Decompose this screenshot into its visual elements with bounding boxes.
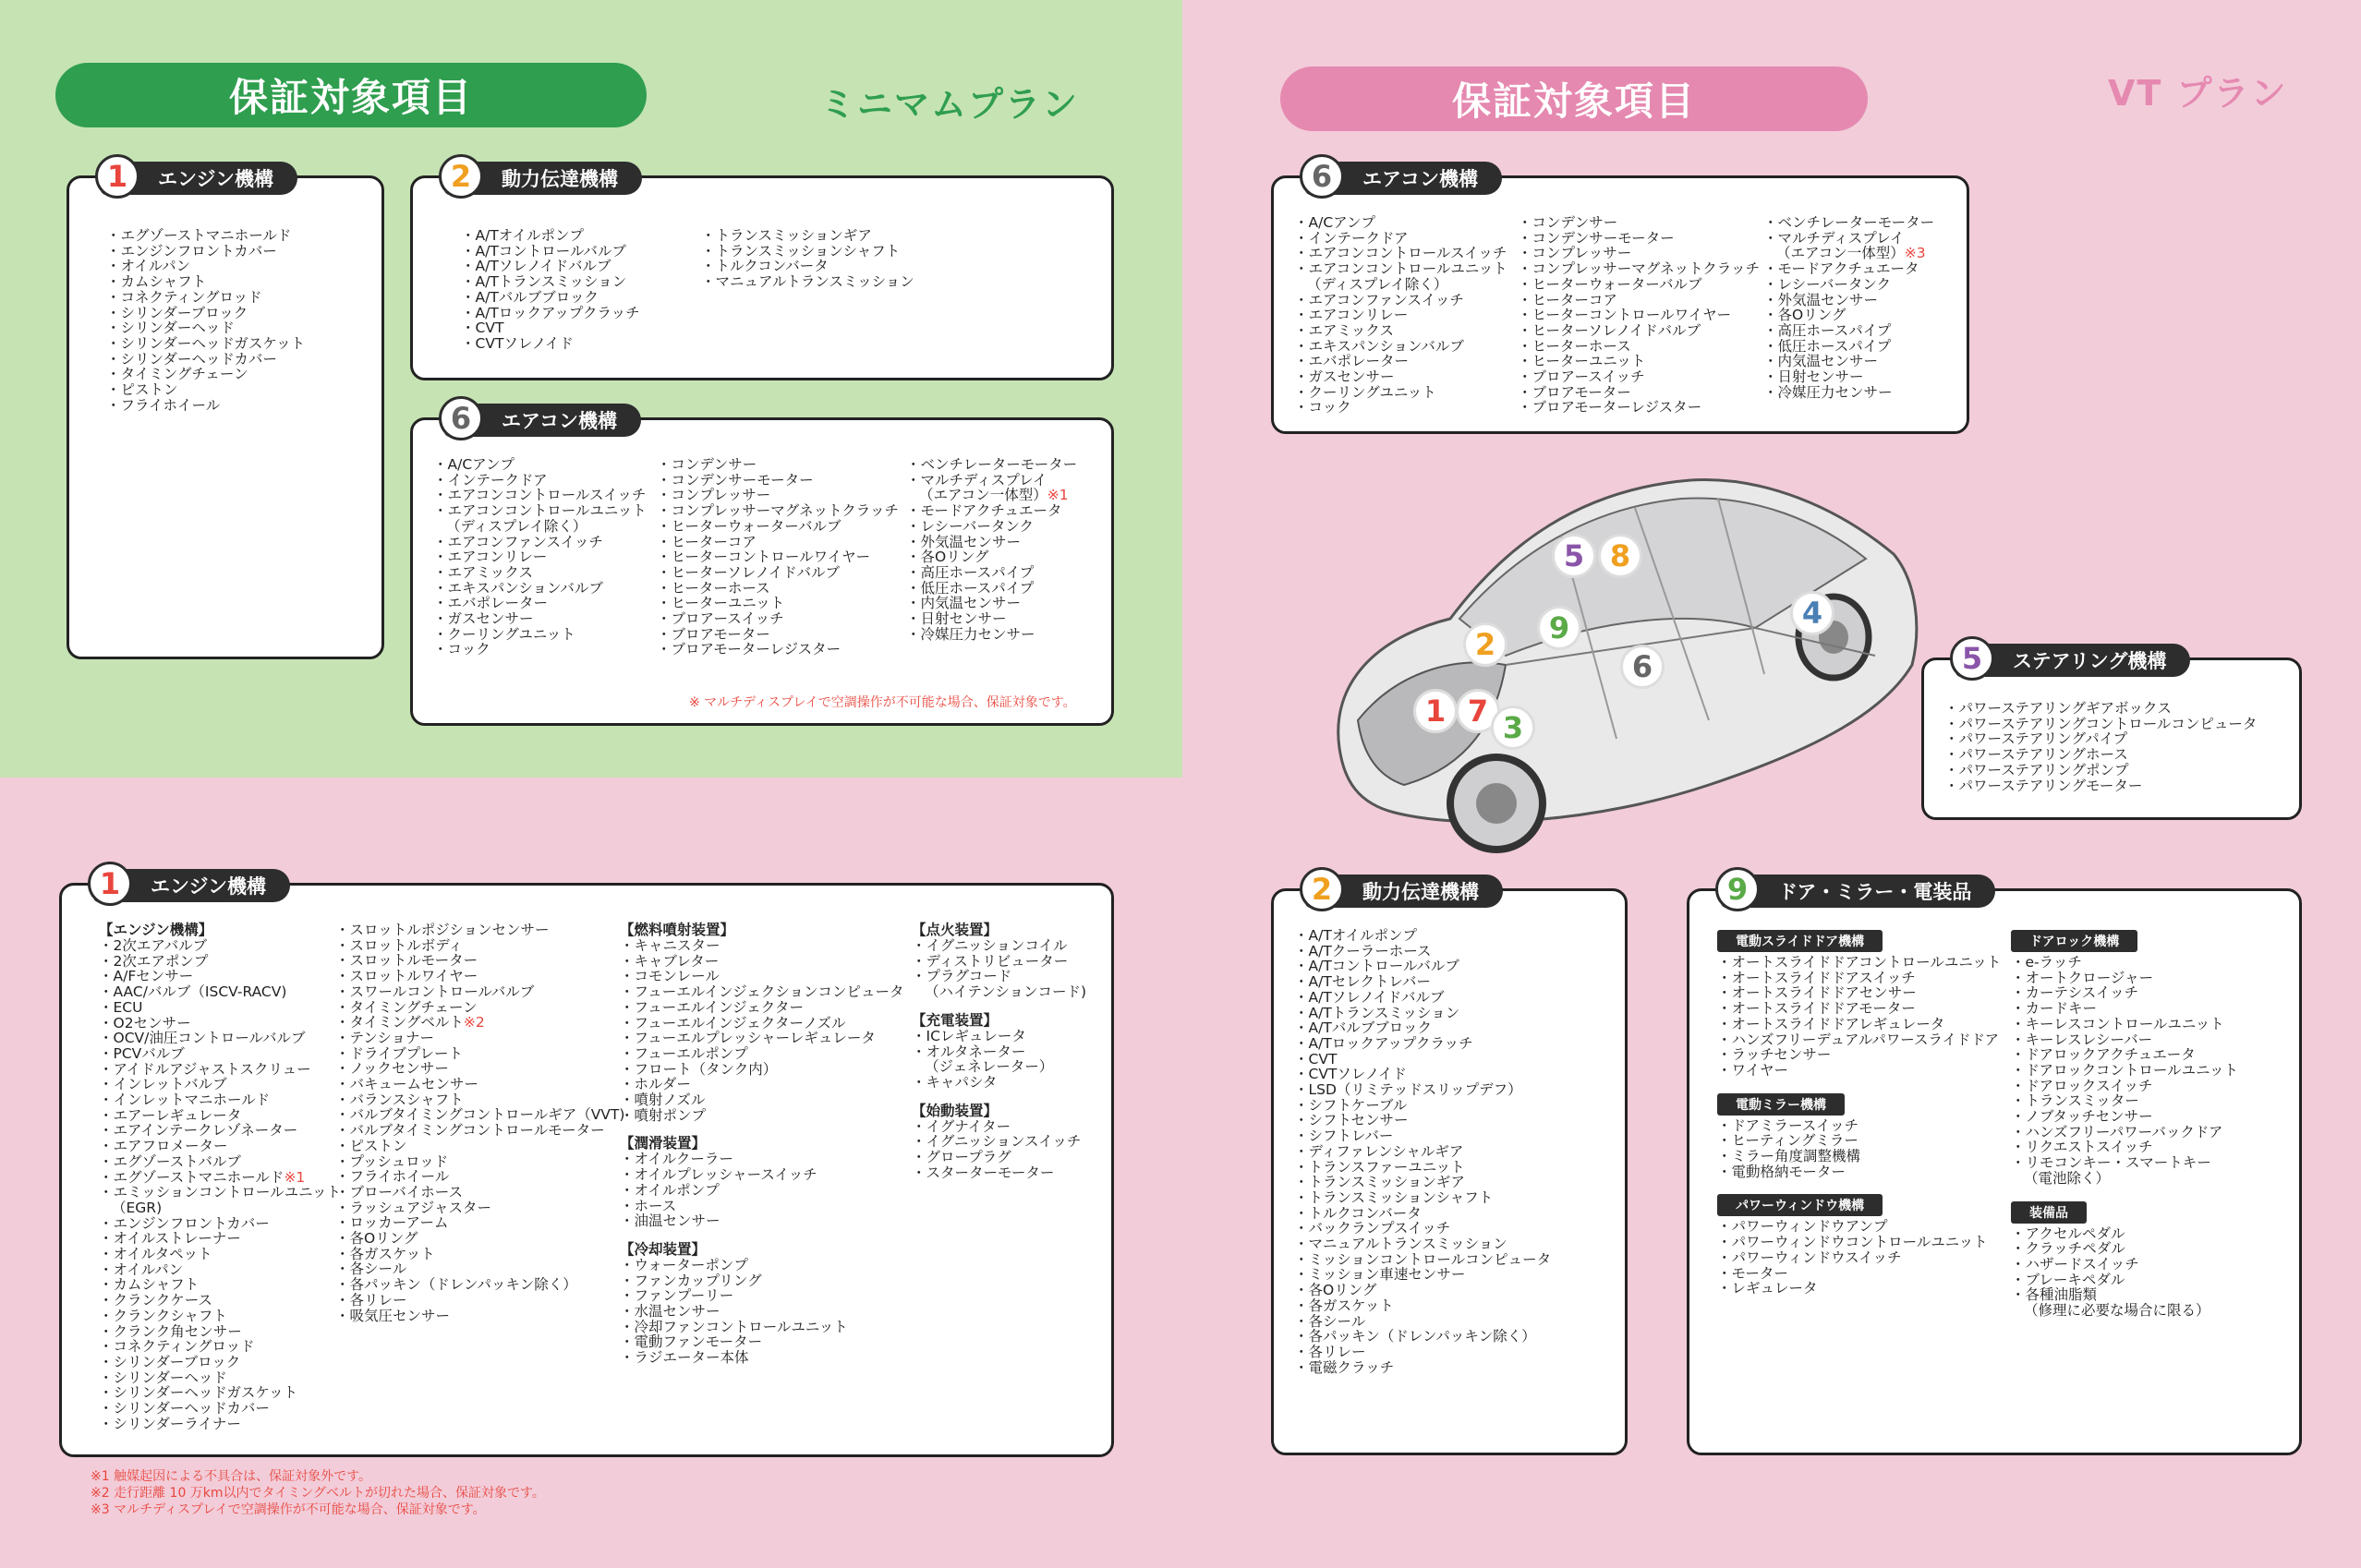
engine-col3 <box>620 923 903 1366</box>
list-item: ・ カードキー <box>2011 1001 2238 1017</box>
list-item: ・ パワーウィンドウスイッチ <box>1717 1250 2001 1266</box>
car-badge-engine: 1 <box>1413 689 1458 733</box>
right-aircon-box <box>1271 159 1969 434</box>
list-item: ・ プラグコード <box>912 969 1086 984</box>
group-list <box>912 1119 1086 1181</box>
engine-col1: 【エンジン機構】 ・ 2次エアバルブ ・ 2次エアポンプ ・ A/Fセンサー ・ AAC/バルブ（ISCV-RACV) ・ ECU ・ O2センサー ・ OCV/油圧コントロールバルブ ・ PCVバルブ ・ アイドルアジャストスクリュー ・ インレットバルブ ・ インレットマニホールド ・ エアーレギュレータ ・ エアインテークレゾネーター ・ エアフロメーター ・ エグゾーストバルブ ・ エグゾーストマニホールド※1 ・ エミッションコントロールユニット （EGR) ・ エンジンフロントカバー ・ オイルストレーナー ・ オイルタペット ・ オイルパン ・ カムシャフト ・ クランクケース ・ クランクシャフト ・ クランク角センサー ・ コネクティングロッド ・ シリンダーブロック ・ シリンダーヘッド ・ シリンダーヘッドガスケット ・ シリンダーヘッドカバー ・ シリンダーライナー <box>99 923 341 1432</box>
right-steering-box <box>1921 641 2302 820</box>
car-badge-electrical: 9 <box>1537 606 1581 650</box>
list-item: ・ ブロアモーターレジスター <box>657 642 899 657</box>
list-item: ・ シリンダーヘッドカバー <box>106 352 305 368</box>
door-mirror-left-groups <box>1717 930 2001 1297</box>
list-item: ・ シフトケーブル <box>1294 1098 1551 1114</box>
list-item: （ジェネレーター） <box>925 1058 1054 1076</box>
list-item: ・ フライホイール <box>106 398 305 414</box>
list-item: ・ カムシャフト <box>106 274 305 290</box>
list-item: ・ フューエルポンプ <box>620 1046 903 1062</box>
door-mirror-right-groups <box>2011 930 2238 1319</box>
list-item: ・ オートスライドドアセンサー <box>1717 985 2001 1001</box>
group-heading: 【潤滑装置】 <box>620 1135 707 1152</box>
list-item: ・ スターターモーター <box>912 1165 1086 1181</box>
list-item: ・ シフトセンサー <box>1294 1113 1551 1128</box>
car-drawing <box>1321 443 1921 868</box>
list-item: ・ アクセルペダル <box>2011 1226 2238 1242</box>
section-number-badge: 5 <box>1950 636 1994 681</box>
list-item: ・ LSD（リミテッドスリップデフ） <box>1294 1082 1551 1098</box>
right-header-title: 保証対象項目 <box>1280 66 1868 131</box>
group-heading: ドアロック機構 <box>2011 930 2137 952</box>
list-item: ・ リクエストスイッチ <box>2011 1140 2238 1155</box>
car-badge-aircon: 6 <box>1620 645 1665 689</box>
list-item: ・ エグゾーストマニホールド <box>106 228 305 244</box>
list-item: ・ 油温センサー <box>620 1213 903 1229</box>
list-item: ・ パワーウィンドウコントロールユニット <box>1717 1235 2001 1250</box>
list-item: ・ オートスライドドアスイッチ <box>1717 971 2001 986</box>
right-door-mirror-box <box>1687 872 2302 1455</box>
group-heading: 電動ミラー機構 <box>1717 1093 1845 1116</box>
list-item: ・ オイルクーラー <box>620 1152 903 1167</box>
list-item: ・ A/Tクーラーホース <box>1294 944 1551 959</box>
list-item: ・ キーレスレシーバー <box>2011 1032 2238 1048</box>
list-item: ・ ドアロックスイッチ <box>2011 1079 2238 1094</box>
section-title: エンジン機構 <box>158 168 273 190</box>
list-item: ・ コネクティングロッド <box>106 290 305 306</box>
list-item: ・ トランスミッター <box>2011 1093 2238 1109</box>
list-item: ・ オイルプレッシャースイッチ <box>620 1167 903 1183</box>
list-item: ・ パワーステアリングホース <box>1944 747 2257 763</box>
list-item: ・ 各種油脂類 <box>2011 1287 2238 1303</box>
list-item: ・ モーター <box>1717 1266 2001 1282</box>
list-item: ・ マニュアルトランスミッション <box>1294 1236 1551 1252</box>
list-item: ・ フューエルインジェクションコンピュータ <box>620 984 903 1000</box>
aircon-list-col2 <box>657 457 899 657</box>
list-item: ・ CVTソレノイド <box>1294 1067 1551 1082</box>
list-item: ・ A/Tトランスミッション <box>1294 1006 1551 1021</box>
group-heading: 【充電装置】 <box>912 1011 999 1029</box>
list-item: ・ コンデンサー <box>1518 215 1760 231</box>
list-item: ・ 噴射ノズル <box>620 1092 903 1108</box>
engine-col4 <box>912 923 1086 1180</box>
list-item: ・ コンプレッサー <box>657 488 899 503</box>
list-item: ・ タイミングチェーン <box>106 367 305 382</box>
section-title: エンジン機構 <box>151 875 266 898</box>
list-item: ・ グロープラグ <box>912 1150 1086 1165</box>
group-heading: 【燃料噴射装置】 <box>620 922 735 938</box>
list-item: ・ ヒーターユニット <box>657 596 899 611</box>
right-plan-name: VT プラン <box>2108 73 2288 114</box>
list-item: ・ ヒーターホース <box>1518 339 1760 355</box>
list-item: ・ コンプレッサーマグネットクラッチ <box>657 503 899 519</box>
list-item: ・ イグニッションコイル <box>912 938 1086 954</box>
list-item: ・ シリンダーヘッド <box>106 320 305 336</box>
list-item: ・ パワーステアリングポンプ <box>1944 763 2257 778</box>
list-item: ・ オートスライドドアコントロールユニット <box>1717 955 2001 971</box>
list-item: ・ CVT <box>1294 1052 1551 1067</box>
list-item: （ハイテンションコード) <box>925 983 1087 1001</box>
steering-item-list <box>1944 701 2257 793</box>
list-item: ・ シリンダーブロック <box>106 306 305 321</box>
list-item: ・ ノブタッチセンサー <box>2011 1109 2238 1125</box>
aircon-list-col1: ・ A/Cアンプ ・ インテークドア ・ エアコンコントロールスイッチ ・ エアコンコントロールユニット （ディスプレイ除く） ・ エアコンファンスイッチ ・ エアコンリレー ・ エアミックス ・ エキスパンションバルブ ・ エバポレーター ・ ガスセンサー ・ クーリングユニット ・ コック <box>1294 215 1507 416</box>
list-item: ・ A/Tコントロールバルブ <box>1294 959 1551 974</box>
list-item: ・ カーテシスイッチ <box>2011 985 2238 1001</box>
list-item: ・ クラッチペダル <box>2011 1241 2238 1257</box>
list-item: ・ ミラー角度調整機構 <box>1717 1149 2001 1164</box>
list-item: ・ トランスミッションシャフト <box>701 244 914 259</box>
list-item: ・ シフトレバー <box>1294 1128 1551 1144</box>
left-transmission-box <box>410 159 1114 380</box>
transmission-list-col2 <box>701 228 914 290</box>
section-title: ドア・ミラー・電装品 <box>1778 881 1972 903</box>
section-number-badge: 6 <box>439 396 483 440</box>
section-number-badge: 1 <box>88 862 132 906</box>
list-item: ・ ブロアモーター <box>657 627 899 643</box>
list-item: ・ キーレスコントロールユニット <box>2011 1017 2238 1032</box>
section-number-badge: 9 <box>1715 867 1760 911</box>
list-item: ・ ブレーキペダル <box>2011 1272 2238 1288</box>
section-title: 動力伝達機構 <box>502 168 618 190</box>
list-item: ・ ウォーターポンプ <box>620 1258 903 1273</box>
list-item: ・ ブロアモーター <box>1518 385 1760 401</box>
group-list <box>1717 1118 2001 1180</box>
engine-section-tag <box>101 159 297 195</box>
list-item: ・ 水温センサー <box>620 1304 903 1320</box>
list-item: ・ トランスミッションギア <box>701 228 914 244</box>
section-title: ステアリング機構 <box>2013 650 2167 672</box>
list-item: ・ トルクコンバータ <box>701 259 914 274</box>
list-item: ・ パワーステアリングパイプ <box>1944 731 2257 747</box>
footnote-1: ※1 触媒起因による不具合は、保証対象外です。 <box>91 1469 371 1484</box>
group-list <box>912 938 1086 1000</box>
list-item: ・ 各パッキン（ドレンパッキン除く） <box>1294 1329 1551 1345</box>
list-item: ・ オイルポンプ <box>620 1183 903 1199</box>
list-item: ・ ミッション車速センサー <box>1294 1267 1551 1283</box>
list-item: ・ パワーステアリングモーター <box>1944 778 2257 794</box>
list-item: ・ バックランプスイッチ <box>1294 1221 1551 1236</box>
aircon-list-col3: ・ ベンチレーターモーター ・ マルチディスプレイ （エアコン一体型）※3 ・ モードアクチュエータ ・ レシーバータンク ・ 外気温センサー ・ 各Oリング ・ 高圧ホースパイプ ・ 低圧ホースパイプ ・ 内気温センサー ・ 日射センサー ・ 冷媒圧力センサー <box>1763 215 1934 400</box>
list-item: ・ A/Tコントロールバルブ <box>461 244 640 259</box>
group-heading: 【点火装置】 <box>912 922 999 938</box>
list-item: ・ コンプレッサー <box>1518 246 1760 261</box>
list-item: ・ ワイヤー <box>1717 1063 2001 1079</box>
group-list <box>620 1152 903 1229</box>
list-item: ・ A/Tロックアップクラッチ <box>1294 1036 1551 1052</box>
list-item: ・ 各リレー <box>1294 1345 1551 1360</box>
aircon-list-col3: ・ ベンチレーターモーター ・ マルチディスプレイ （エアコン一体型）※1 ・ モードアクチュエータ ・ レシーバータンク ・ 外気温センサー ・ 各Oリング ・ 高圧ホースパイプ ・ 低圧ホースパイプ ・ 内気温センサー ・ 日射センサー ・ 冷媒圧力センサー <box>906 457 1077 642</box>
list-item: ・ ドアロックコントロールユニット <box>2011 1063 2238 1079</box>
engine-item-list <box>106 228 305 413</box>
group-heading: パワーウィンドウ機構 <box>1717 1194 1883 1216</box>
aircon-footnote: ※ マルチディスプレイで空調操作が不可能な場合、保証対象です。 <box>689 695 1076 710</box>
right-transmission-box <box>1271 872 1628 1455</box>
engine-section-tag <box>93 866 290 902</box>
section-title: エアコン機構 <box>502 410 617 432</box>
list-item: ・ 各シール <box>1294 1314 1551 1330</box>
group-list <box>2011 955 2238 1187</box>
aircon-section-tag <box>1305 159 1502 195</box>
transmission-list-col1 <box>461 228 640 352</box>
list-item: ・ ヒーターユニット <box>1518 354 1760 369</box>
aircon-list-col1: ・ A/Cアンプ ・ インテークドア ・ エアコンコントロールスイッチ ・ エアコンコントロールユニット （ディスプレイ除く） ・ エアコンファンスイッチ ・ エアコンリレー ・ エアミックス ・ エキスパンションバルブ ・ エバポレーター ・ ガスセンサー ・ クーリングユニット ・ コック <box>433 457 647 657</box>
section-title: エアコン機構 <box>1362 168 1478 190</box>
transmission-section-tag <box>1305 874 1503 908</box>
list-item: ・ トランスミッションシャフト <box>1294 1190 1551 1206</box>
engine-col1-list: ・ 2次エアバルブ ・ 2次エアポンプ ・ A/Fセンサー ・ AAC/バルブ（ISCV-RACV) ・ ECU ・ O2センサー ・ OCV/油圧コントロールバルブ ・ PCVバルブ ・ アイドルアジャストスクリュー ・ インレットバルブ ・ インレットマニホールド ・ エアーレギュレータ ・ エアインテークレゾネーター ・ エアフロメーター ・ エグゾーストバルブ ・ エグゾーストマニホールド※1 ・ エミッションコントロールユニット （EGR) ・ エンジンフロントカバー ・ オイルストレーナー ・ オイルタペット ・ オイルパン ・ カムシャフト ・ クランクケース ・ クランクシャフト ・ クランク角センサー ・ コネクティングロッド ・ シリンダーブロック ・ シリンダーヘッド ・ シリンダーヘッドガスケット ・ シリンダーヘッドカバー ・ シリンダーライナー <box>99 938 341 1432</box>
list-item: ・ 各ガスケット <box>1294 1298 1551 1314</box>
section-title: 動力伝達機構 <box>1362 881 1479 903</box>
list-item: ・ A/Tソレノイドバルブ <box>1294 990 1551 1006</box>
bottom-engine-box <box>59 866 1114 1457</box>
list-item: ・ オートクロージャー <box>2011 971 2238 986</box>
car-badge-steering: 5 <box>1552 534 1596 578</box>
list-item: ・ ドアロックアクチュエータ <box>2011 1047 2238 1063</box>
list-item: ・ トランスミッションギア <box>1294 1175 1551 1190</box>
aircon-list-col2 <box>1518 215 1760 416</box>
list-item: ・ 電動ファンモーター <box>620 1334 903 1350</box>
list-item: ・ ホルダー <box>620 1077 903 1092</box>
left-engine-box <box>67 159 384 659</box>
car-badge-transmission: 2 <box>1463 622 1507 667</box>
list-item: ・ ブロアースイッチ <box>657 611 899 627</box>
list-item: ・ ヒーターコントロールワイヤー <box>1518 308 1760 323</box>
section-number-badge: 2 <box>1300 867 1344 911</box>
group-list <box>620 938 903 1123</box>
car-badge-3: 3 <box>1491 706 1535 750</box>
left-aircon-box <box>410 401 1114 726</box>
list-item: ・ キャブレター <box>620 954 903 970</box>
list-item: ・ エンジンフロントカバー <box>106 244 305 259</box>
car-badge-7: 7 <box>1456 689 1500 733</box>
aircon-section-tag <box>444 401 641 437</box>
list-item: ・ A/Tオイルポンプ <box>461 228 640 244</box>
list-item: ・ フューエルインジェクターノズル <box>620 1016 903 1031</box>
list-item: ・ A/Tバルブブロック <box>461 290 640 306</box>
list-item: ・ A/Tトランスミッション <box>461 274 640 290</box>
list-item: ・ ハザードスイッチ <box>2011 1257 2238 1272</box>
list-item: ・ ヒーターソレノイドバルブ <box>1518 323 1760 339</box>
list-item: ・ イグナイター <box>912 1119 1086 1135</box>
list-item: ・ 各Oリング <box>1294 1283 1551 1298</box>
list-item: （電池除く） <box>2024 1169 2111 1187</box>
list-item: ・ トランスファーユニット <box>1294 1160 1551 1176</box>
list-item: ・ キャパシタ <box>912 1075 1086 1091</box>
list-item: ・ パワーステアリングギアボックス <box>1944 701 2257 717</box>
car-badge-8: 8 <box>1598 534 1642 578</box>
list-item: ・ ヒーターコントロールワイヤー <box>657 549 899 565</box>
section-number-badge: 1 <box>95 154 139 199</box>
list-item: ・ ディストリビューター <box>912 954 1086 970</box>
list-item: ・ オートスライドドアモーター <box>1717 1001 2001 1017</box>
group-heading: 電動スライドドア機構 <box>1717 930 1883 952</box>
list-item: ・ A/Tセレクトレバー <box>1294 974 1551 990</box>
list-item: ・ 噴射ポンプ <box>620 1108 903 1124</box>
left-header-title: 保証対象項目 <box>55 63 647 127</box>
footnote-3: ※3 マルチディスプレイで空調操作が不可能な場合、保証対象です。 <box>91 1502 486 1517</box>
engine-col2-list: ・ スロットルポジションセンサー ・ スロットルボディ ・ スロットルモーター ・ スロットルワイヤー ・ スワールコントロールバルブ ・ タイミングチェーン ・ タイミングベルト※2 ・ テンショナー ・ ドライブプレート ・ ノックセンサー ・ バキュームセンサー ・ バランスシャフト ・ バルブタイミングコントロールギア（VVT) ・ バルブタイミングコントロールモーター ・ ピストン ・ プッシュロッド ・ フライホイール ・ ブローバイホース ・ ラッシュアジャスター ・ ロッカーアーム ・ 各Oリング ・ 各ガスケット ・ 各シール ・ 各パッキン（ドレンパッキン除く） ・ 各リレー ・ 吸気圧センサー <box>335 923 624 1323</box>
list-item: ・ マニュアルトランスミッション <box>701 274 914 290</box>
list-item: ・ コンデンサーモーター <box>1518 231 1760 247</box>
list-item: ・ ヒーターウォーターバルブ <box>1518 277 1760 293</box>
list-item: ・ オイルパン <box>106 259 305 274</box>
list-item: ・ ブロアースイッチ <box>1518 369 1760 385</box>
list-item: ・ 電磁クラッチ <box>1294 1360 1551 1376</box>
list-item: ・ ラッチセンサー <box>1717 1047 2001 1063</box>
group-list <box>912 1029 1086 1091</box>
left-plan-name: ミニマムプラン <box>820 84 1080 125</box>
list-item: ・ ファンプーリー <box>620 1288 903 1304</box>
group-heading: 装備品 <box>2011 1201 2087 1224</box>
list-item: ・ パワーウィンドウアンプ <box>1717 1219 2001 1235</box>
group-list <box>1717 955 2001 1079</box>
list-item: ・ ラジエーター本体 <box>620 1350 903 1366</box>
list-item: ・ フューエルプレッシャーレギュレータ <box>620 1031 903 1046</box>
list-item: ・ ヒーターソレノイドバルブ <box>657 565 899 581</box>
list-item: ・ ICレギュレータ <box>912 1029 1086 1044</box>
list-item: ・ 電動格納モーター <box>1717 1164 2001 1180</box>
list-item: ・ ハンズフリーパワーバックドア <box>2011 1125 2238 1140</box>
transmission-section-tag <box>444 159 642 195</box>
list-item: ・ A/Tバルブブロック <box>1294 1020 1551 1036</box>
section-number-badge: 6 <box>1300 154 1344 199</box>
list-item: ・ ハンズフリーデュアルパワースライドドア <box>1717 1032 2001 1048</box>
list-item: ・ リモコンキー・スマートキー <box>2011 1155 2238 1171</box>
list-item: ・ イグニッションスイッチ <box>912 1134 1086 1150</box>
list-item: ・ A/Tソレノイドバルブ <box>461 259 640 274</box>
list-item: ・ ミッションコントロールコンピュータ <box>1294 1252 1551 1268</box>
list-item: ・ レギュレータ <box>1717 1281 2001 1297</box>
list-item: ・ キャニスター <box>620 938 903 954</box>
list-item: ・ オルタネーター <box>912 1044 1086 1060</box>
list-item: ・ コンデンサー <box>657 457 899 473</box>
list-item: ・ ヒーターコア <box>1518 293 1760 308</box>
list-item: ・ トルクコンバータ <box>1294 1206 1551 1222</box>
car-illustration <box>1321 443 1921 868</box>
group-heading: 【冷却装置】 <box>620 1240 707 1258</box>
footnote-2: ※2 走行距離 10 万km以内でタイミングベルトが切れた場合、保証対象です。 <box>91 1486 545 1501</box>
list-item: ・ CVTソレノイド <box>461 336 640 352</box>
group-list <box>1717 1219 2001 1297</box>
list-item: ・ オートスライドドアレギュレータ <box>1717 1017 2001 1032</box>
group-list <box>620 1258 903 1366</box>
list-item: ・ ヒーターウォーターバルブ <box>657 519 899 535</box>
list-item: ・ ドアミラースイッチ <box>1717 1118 2001 1134</box>
list-item: ・ e-ラッチ <box>2011 955 2238 971</box>
transmission-item-list <box>1294 928 1551 1375</box>
list-item: ・ コンデンサーモーター <box>657 473 899 488</box>
list-item: ・ A/Tオイルポンプ <box>1294 928 1551 944</box>
list-item: ・ 冷却ファンコントロールユニット <box>620 1320 903 1335</box>
section-number-badge: 2 <box>439 154 483 199</box>
list-item: ・ ヒーターホース <box>657 581 899 597</box>
list-item: ・ CVT <box>461 320 640 336</box>
list-item: ・ A/Tロックアップクラッチ <box>461 306 640 321</box>
list-item: ・ フューエルインジェクター <box>620 1000 903 1016</box>
list-item: ・ ヒーターコア <box>657 535 899 550</box>
door-mirror-section-tag <box>1721 874 1995 908</box>
list-item: ・ シリンダーヘッドガスケット <box>106 336 305 352</box>
steering-section-tag <box>1955 641 2190 677</box>
list-item: ・ ピストン <box>106 382 305 398</box>
list-item: ・ フロート（タンク内） <box>620 1062 903 1078</box>
list-item: ・ ホース <box>620 1199 903 1214</box>
list-item: ・ ファンカップリング <box>620 1273 903 1289</box>
list-item: ・ ヒーティングミラー <box>1717 1133 2001 1149</box>
car-badge-4: 4 <box>1790 591 1834 635</box>
list-item: ・ ディファレンシャルギア <box>1294 1144 1551 1160</box>
list-item: ・ パワーステアリングコントロールコンピュータ <box>1944 717 2257 732</box>
list-item: （修理に必要な場合に限る） <box>2024 1302 2210 1320</box>
group-list <box>2011 1226 2238 1319</box>
bottom-footnotes <box>91 1468 545 1518</box>
group-heading: 【始動装置】 <box>912 1102 999 1119</box>
list-item: ・ コンプレッサーマグネットクラッチ <box>1518 261 1760 277</box>
list-item: ・ ブロアモーターレジスター <box>1518 400 1760 416</box>
list-item: ・ コモンレール <box>620 969 903 984</box>
